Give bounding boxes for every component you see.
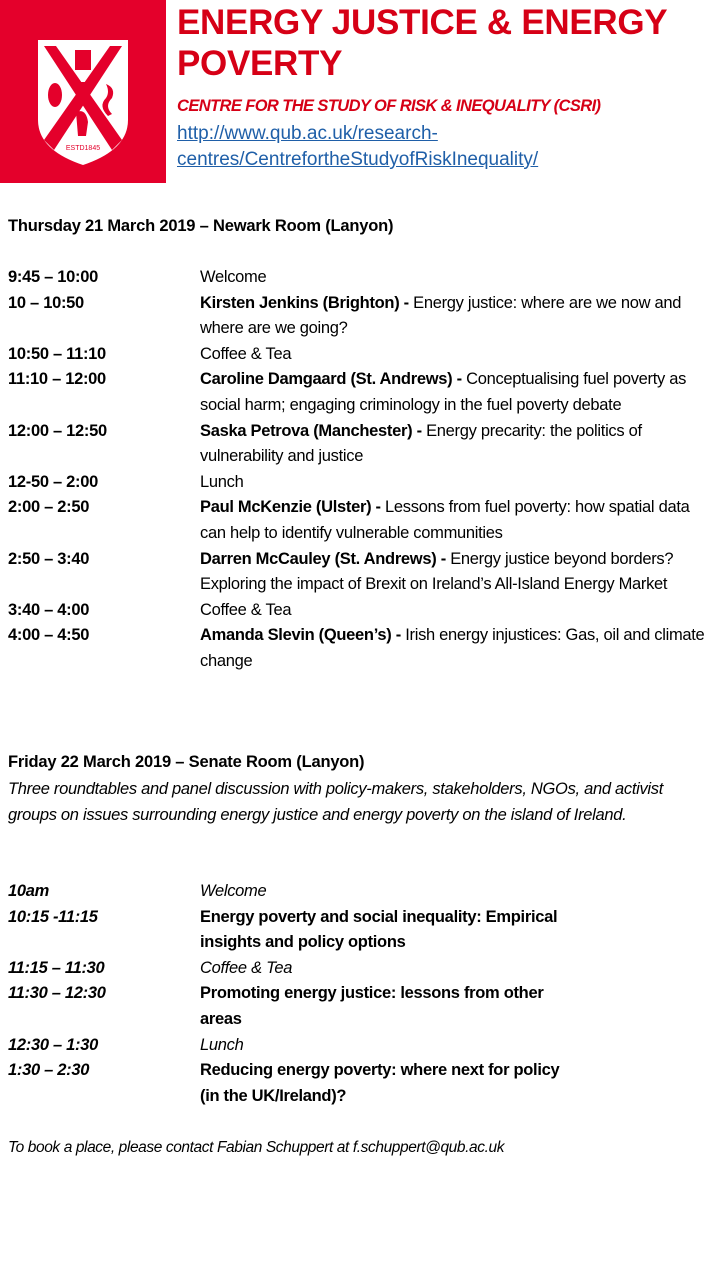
schedule-row [8,367,713,418]
session-description [200,495,705,546]
schedule-row [8,342,713,368]
centre-website-link[interactable]: http://www.qub.ac.uk/research-centres/CentrefortheStudyofRiskInequality/ [177,123,539,170]
session-description [200,470,705,496]
session-time: 11:10 – 12:00 [8,370,106,389]
session-title: Energy precarity: the politics of vulnerability and justice [200,421,642,466]
session-time: 12-50 – 2:00 [8,472,98,491]
speaker-name: Caroline Damgaard (St. Andrews) - [200,370,467,389]
session-description [200,598,705,624]
schedule-row [8,419,713,470]
university-crest-logo [0,0,166,183]
thursday-schedule [8,265,713,675]
session-time: 4:00 – 4:50 [8,626,90,645]
schedule-row [8,981,713,1032]
session-description [200,265,705,291]
session-time: 9:45 – 10:00 [8,268,98,286]
session-time: 12:30 – 1:30 [8,1035,98,1054]
speaker-name: Kirsten Jenkins (Brighton) - [200,293,414,312]
session-title: Conceptualising fuel poverty as social harm; engaging criminology in the fuel poverty debate [200,370,687,414]
schedule-row [8,623,713,674]
event-title: ENERGY JUSTICE & ENERGY POVERTY [177,3,667,83]
schedule-row [8,547,713,598]
session-title: Irish energy injustices: Gas, oil and climate change [200,626,705,670]
session-time: 1:30 – 2:30 [8,1061,90,1080]
session-title: Coffee & Tea [200,600,292,619]
speaker-name: Saska Petrova (Manchester) - [200,421,427,440]
session-time: 12:00 – 12:50 [8,421,107,440]
session-time: 10 – 10:50 [8,293,84,312]
schedule-row [8,956,713,982]
booking-contact: To book a place, please contact Fabian Schuppert at f.schuppert@qub.ac.uk [8,1139,505,1156]
schedule-row [8,1033,713,1059]
schedule-row [8,470,713,496]
session-time: 11:15 – 11:30 [8,958,105,977]
speaker-name: Paul McKenzie (Ulster) - [200,498,386,517]
schedule-row [8,291,713,342]
friday-heading: Friday 22 March 2019 – Senate Room (Lanyon) [8,753,365,771]
session-title: Energy justice: where are we now and where are we going? [200,293,682,338]
session-description [200,419,705,470]
friday-intro: Three roundtables and panel discussion with policy-makers, stakeholders, NGOs, and activist groups on issues surrounding energy justice and energy poverty on the island of Ireland. [8,780,664,824]
session-time: 2:50 – 3:40 [8,549,90,568]
schedule-row [8,265,713,291]
session-time: 3:40 – 4:00 [8,600,90,619]
session-title: Reducing energy poverty: where next for policy (in the UK/Ireland)? [200,1061,560,1105]
session-title: Lunch [200,472,244,491]
schedule-row [8,495,713,546]
svg-text:ESTD1845: ESTD1845 [65,145,101,152]
session-title: Energy justice beyond borders? Exploring the impact of Brexit on Ireland’s All-Island Energy Market [200,549,674,594]
centre-name: CENTRE FOR THE STUDY OF RISK & INEQUALITY (CSRI) [177,97,601,115]
session-title: Lunch [200,1035,244,1054]
session-time: 10:50 – 11:10 [8,344,106,363]
session-time: 2:00 – 2:50 [8,498,90,517]
session-title: Lessons from fuel poverty: how spatial data can help to identify vulnerable communities [200,498,690,542]
session-title: Welcome [200,882,267,900]
session-title: Welcome [200,268,267,286]
schedule-row [8,1058,713,1109]
session-title: Promoting energy justice: lessons from other areas [200,984,544,1028]
session-description [200,623,705,674]
friday-schedule [8,879,713,1109]
session-description [200,547,705,598]
schedule-row [8,879,713,905]
session-title: Coffee & Tea [200,344,292,363]
session-time: 11:30 – 12:30 [8,984,106,1003]
session-description [200,342,705,368]
schedule-row [8,598,713,624]
session-description [200,291,705,342]
session-description [200,367,705,418]
speaker-name: Amanda Slevin (Queen’s) - [200,626,406,645]
session-time: 10:15 -11:15 [8,907,98,926]
thursday-heading: Thursday 21 March 2019 – Newark Room (Lanyon) [8,217,394,235]
session-title: Coffee & Tea [200,958,293,977]
session-title: Energy poverty and social inequality: Empirical insights and policy options [200,907,558,952]
schedule-row [8,905,713,956]
speaker-name: Darren McCauley (St. Andrews) - [200,549,451,568]
session-time: 10am [8,882,50,900]
